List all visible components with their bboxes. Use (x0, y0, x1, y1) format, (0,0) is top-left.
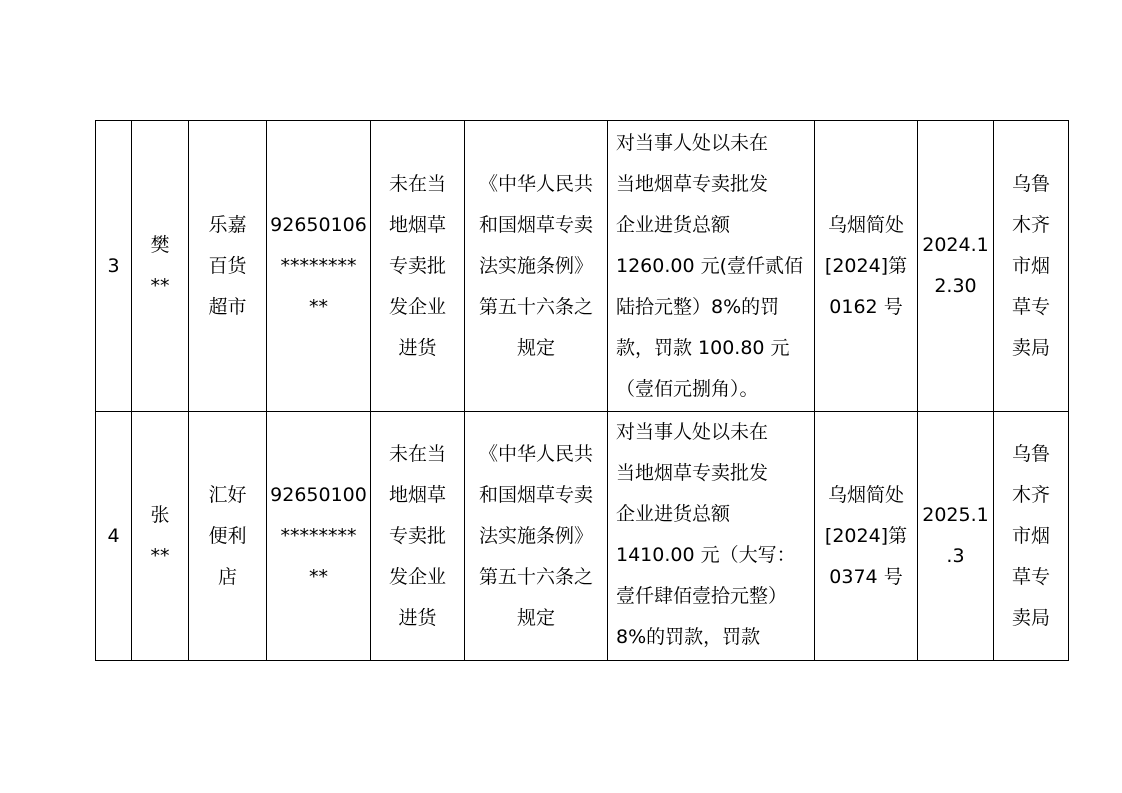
decision-date: 2025.1 .3 (918, 412, 994, 661)
penalty-content: 对当事人处以未在 当地烟草专卖批发 企业进货总额 1410.00 元（大写： 壹仟肆佰壹拾元整） 8%的罚款，罚款 (608, 412, 815, 661)
decision-number: 乌烟简处 [2024]第 0374 号 (815, 412, 918, 661)
row-index: 4 (96, 412, 132, 661)
legal-basis: 《中华人民共 和国烟草专卖 法实施条例》 第五十六条之 规定 (465, 121, 608, 412)
party-name: 樊 ** (132, 121, 189, 412)
row-index: 3 (96, 121, 132, 412)
authority: 乌鲁 木齐 市烟 草专 卖局 (994, 121, 1069, 412)
penalty-table (95, 120, 1069, 661)
penalty-content: 对当事人处以未在 当地烟草专卖批发 企业进货总额 1260.00 元(壹仟贰佰 陆拾元整）8%的罚 款，罚款 100.80 元 （壹佰元捌角）。 (608, 121, 815, 412)
party-name: 张 ** (132, 412, 189, 661)
violation: 未在当 地烟草 专卖批 发企业 进货 (371, 412, 465, 661)
table-row (96, 121, 1069, 412)
credit-code: 92650100 ******** ** (267, 412, 371, 661)
decision-date: 2024.1 2.30 (918, 121, 994, 412)
violation: 未在当 地烟草 专卖批 发企业 进货 (371, 121, 465, 412)
store-name: 汇好 便利 店 (189, 412, 267, 661)
authority: 乌鲁 木齐 市烟 草专 卖局 (994, 412, 1069, 661)
legal-basis: 《中华人民共 和国烟草专卖 法实施条例》 第五十六条之 规定 (465, 412, 608, 661)
decision-number: 乌烟简处 [2024]第 0162 号 (815, 121, 918, 412)
store-name: 乐嘉 百货 超市 (189, 121, 267, 412)
table-row (96, 412, 1069, 661)
credit-code: 92650106 ******** ** (267, 121, 371, 412)
